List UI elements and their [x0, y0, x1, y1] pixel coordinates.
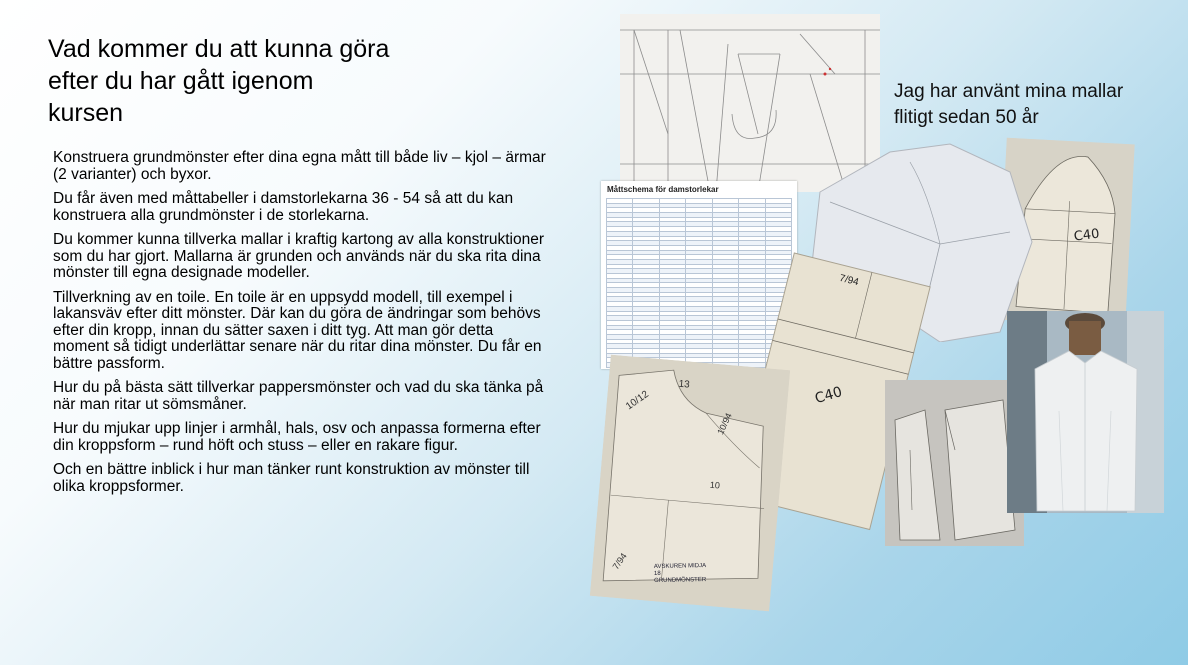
title-line: kursen	[48, 99, 124, 127]
paper-pattern-photo	[885, 380, 1024, 546]
template-label-1012: 10/12	[624, 388, 651, 413]
paragraph-grundmonster: Konstruera grundmönster efter dina egna mått till både liv – kjol – ärmar (2 varianter) och byxor.	[53, 149, 546, 183]
template-label-10: 10	[709, 479, 721, 491]
template-note-line: AVSKUREN MIDJA	[653, 563, 707, 570]
template-note-line: GRUNDMÖNSTER	[654, 577, 707, 584]
toile-dress-form-photo	[1007, 311, 1164, 513]
template-note	[654, 563, 707, 585]
body-text	[53, 150, 548, 503]
paragraph-inblick: Och en bättre inblick i hur man tänker runt konstruktion av mönster till olika kroppsformer.	[53, 461, 530, 495]
template-label-c40-middle: C40	[813, 384, 845, 408]
template-label-794-bottom: 7/94	[610, 551, 629, 572]
caption-line: Jag har använt mina mallar	[894, 81, 1124, 102]
paragraph-toile: Tillverkning av en toile. En toile är en uppsydd modell, till exempel i lakansväv efter ditt mönster. Där kan du göra de ändringar som behövs efter din kropp, innan du sätter saxen i ditt tyg. Att man gör detta moment så tidigt underlättar senare när du ritar dina mönster. Du får en bättre passform.	[53, 288, 542, 372]
template-label-794: 7/94	[838, 272, 860, 289]
title-line: efter du har gått igenom	[48, 67, 314, 95]
caption-line: flitigt sedan 50 år	[894, 107, 1039, 128]
template-label-1094: 10/94	[715, 411, 734, 437]
measurement-chart-title: Måttschema för damstorlekar	[607, 185, 719, 194]
title-line: Vad kommer du att kunna göra	[48, 35, 390, 63]
paragraph-linjer: Hur du mjukar upp linjer i armhål, hals, osv och anpassa formerna efter din kroppsform – rund höft och stuss – eller en rakare figur.	[53, 420, 541, 454]
template-label-c40: C40	[1073, 226, 1101, 245]
bodice-template-photo	[590, 355, 790, 612]
template-note-line: 18	[653, 570, 661, 577]
paragraph-mallar: Du kommer kunna tillverka mallar i kraftig kartong av alla konstruktioner som du har gjort. Mallarna är grunden och används när du ska rita dina mönster till egna designade modeller.	[53, 231, 545, 281]
caption	[894, 79, 1174, 131]
paragraph-pappersmonster: Hur du på bästa sätt tillverkar pappersmönster och vad du ska tänka på när man ritar ut sömsmåner.	[53, 379, 544, 413]
paragraph-mattabeller: Du får även med måttabeller i damstorlekarna 36 - 54 så att du kan konstruera alla grundmönster i de storlekarna.	[53, 190, 514, 224]
template-label-13: 13	[678, 378, 691, 391]
toile-drawing	[1007, 311, 1164, 513]
paper-pattern-drawing	[885, 380, 1024, 546]
slide-title	[48, 33, 448, 129]
